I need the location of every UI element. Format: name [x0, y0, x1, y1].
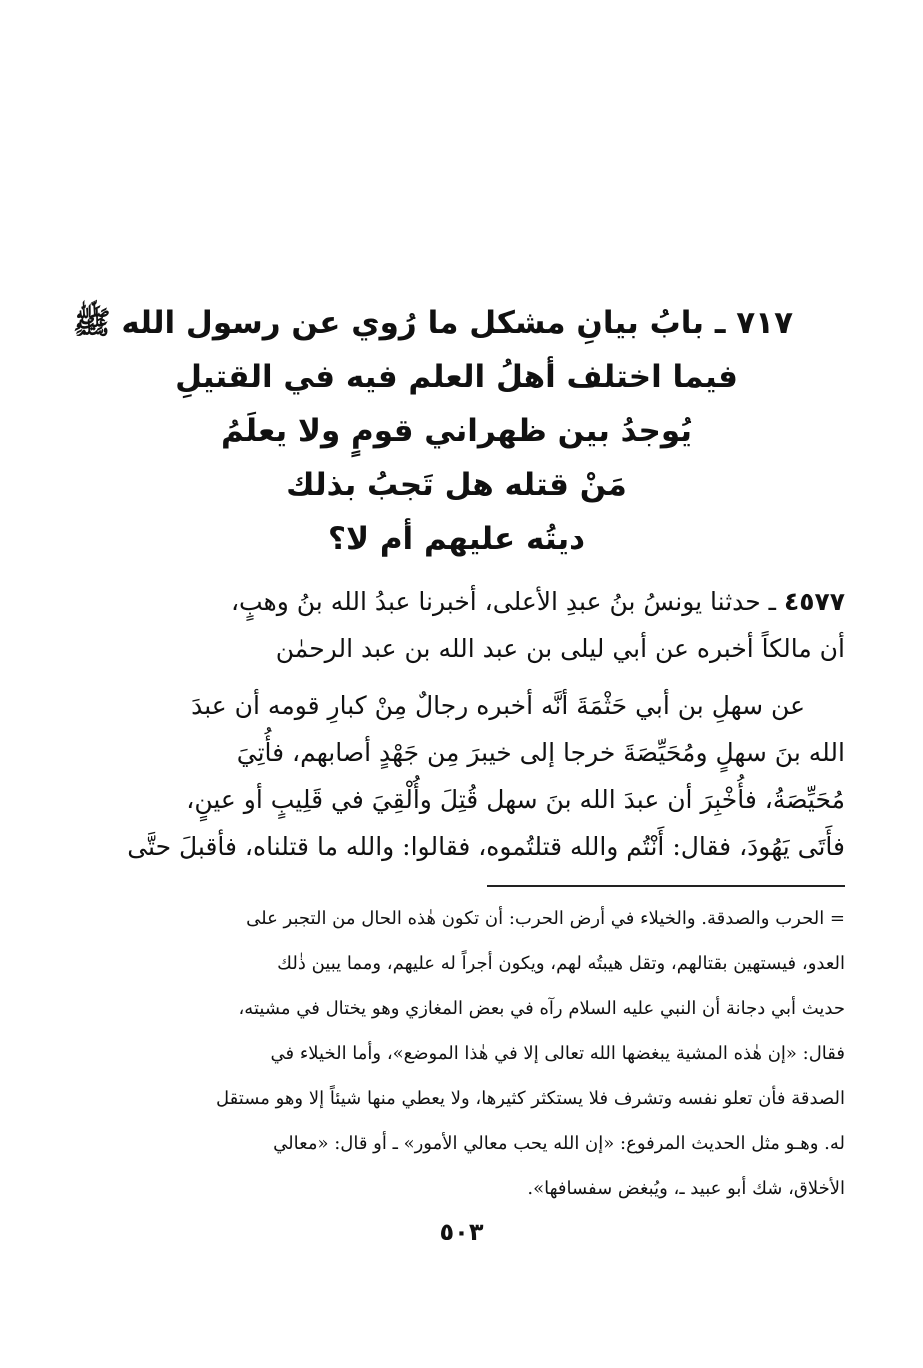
- hadith-isnad: [70, 578, 845, 672]
- heading-line: ديتُه عليهم أم لا؟: [327, 521, 586, 557]
- page-number: ٥٠٣: [439, 1218, 484, 1246]
- matn-line: عن سهلِ بن أبي حَثْمَةَ أنَّه أخبره رجالٌ مِنْ كبارِ قومه أن عبدَ: [191, 691, 805, 720]
- heading-line: يُوجدُ بين ظهراني قومٍ ولا يعلَمُ: [221, 413, 692, 449]
- isnad-text: ـ حدثنا يونسُ بنُ عبدِ الأعلى، أخبرنا عبدُ الله بنُ وهبٍ،: [230, 587, 784, 616]
- footnote-line: فقال: «إن هٰذه المشية يبغضها الله تعالى إلا في هٰذا الموضع»، وأما الخيلاء في: [270, 1043, 845, 1064]
- matn-line: فأَتَى يَهُودَ، فقال: أَنْتُم والله قتلتُموه، فقالوا: والله ما قتلناه، فأقبلَ حتَّى: [127, 832, 845, 861]
- footnote-line: حديث أبي دجانة أن النبي عليه السلام رآه في بعض المغازي وهو يختال في مشيته،: [238, 998, 845, 1019]
- matn-line: الله بنَ سهلٍ ومُحَيِّصَةَ خرجا إلى خيبرَ مِن جَهْدٍ أصابهم، فأُتِيَ: [236, 738, 845, 767]
- hadith-number: ٤٥٧٧: [783, 587, 845, 616]
- footnote-line: = الحرب والصدقة. والخيلاء في أرض الحرب: أن تكون هٰذه الحال من التجبر على: [246, 908, 845, 929]
- footnote-line: الصدقة فأن تعلو نفسه وتشرف فلا يستكثر كثيرها، ولا يعطي منها شيئاً إلا وهو مستقل: [216, 1088, 845, 1109]
- heading-line: فيما اختلف أهلُ العلم فيه في القتيلِ: [175, 359, 738, 395]
- isnad-line: أن مالكاً أخبره عن أبي ليلى بن عبد الله بن عبد الرحمٰن: [275, 634, 845, 663]
- footnote-line: العدو، فيستهين بقتالهم، وتقل هيبتُه لهم، ويكون أجراً له عليهم، ومما يبين ذٰلك: [277, 953, 845, 974]
- footnote-separator: [487, 885, 845, 887]
- footnote-line: له. وهـو مثل الحديث المرفوع: «إن الله يحب معالي الأمور» ـ أو قال: «معالي: [273, 1133, 845, 1154]
- footnote: [85, 896, 845, 1211]
- footnote-line: الأخلاق، شك أبو عبيد ـ، ويُبغض سفسافها».: [527, 1178, 845, 1199]
- chapter-heading: [73, 296, 793, 566]
- isnad-line: [70, 578, 845, 625]
- heading-line: ٧١٧ ـ بابُ بيانِ مشكل ما رُوي عن رسول الله ﷺ: [73, 305, 793, 341]
- matn-line: مُحَيِّصَةُ، فأُخْبِرَ أن عبدَ الله بنَ سهل قُتِلَ وأُلْقِيَ في قَلِيبٍ أو عينٍ،: [186, 785, 845, 814]
- hadith-matn: [70, 682, 845, 870]
- heading-line: مَنْ قتله هل تَجبُ بذلك: [286, 467, 627, 503]
